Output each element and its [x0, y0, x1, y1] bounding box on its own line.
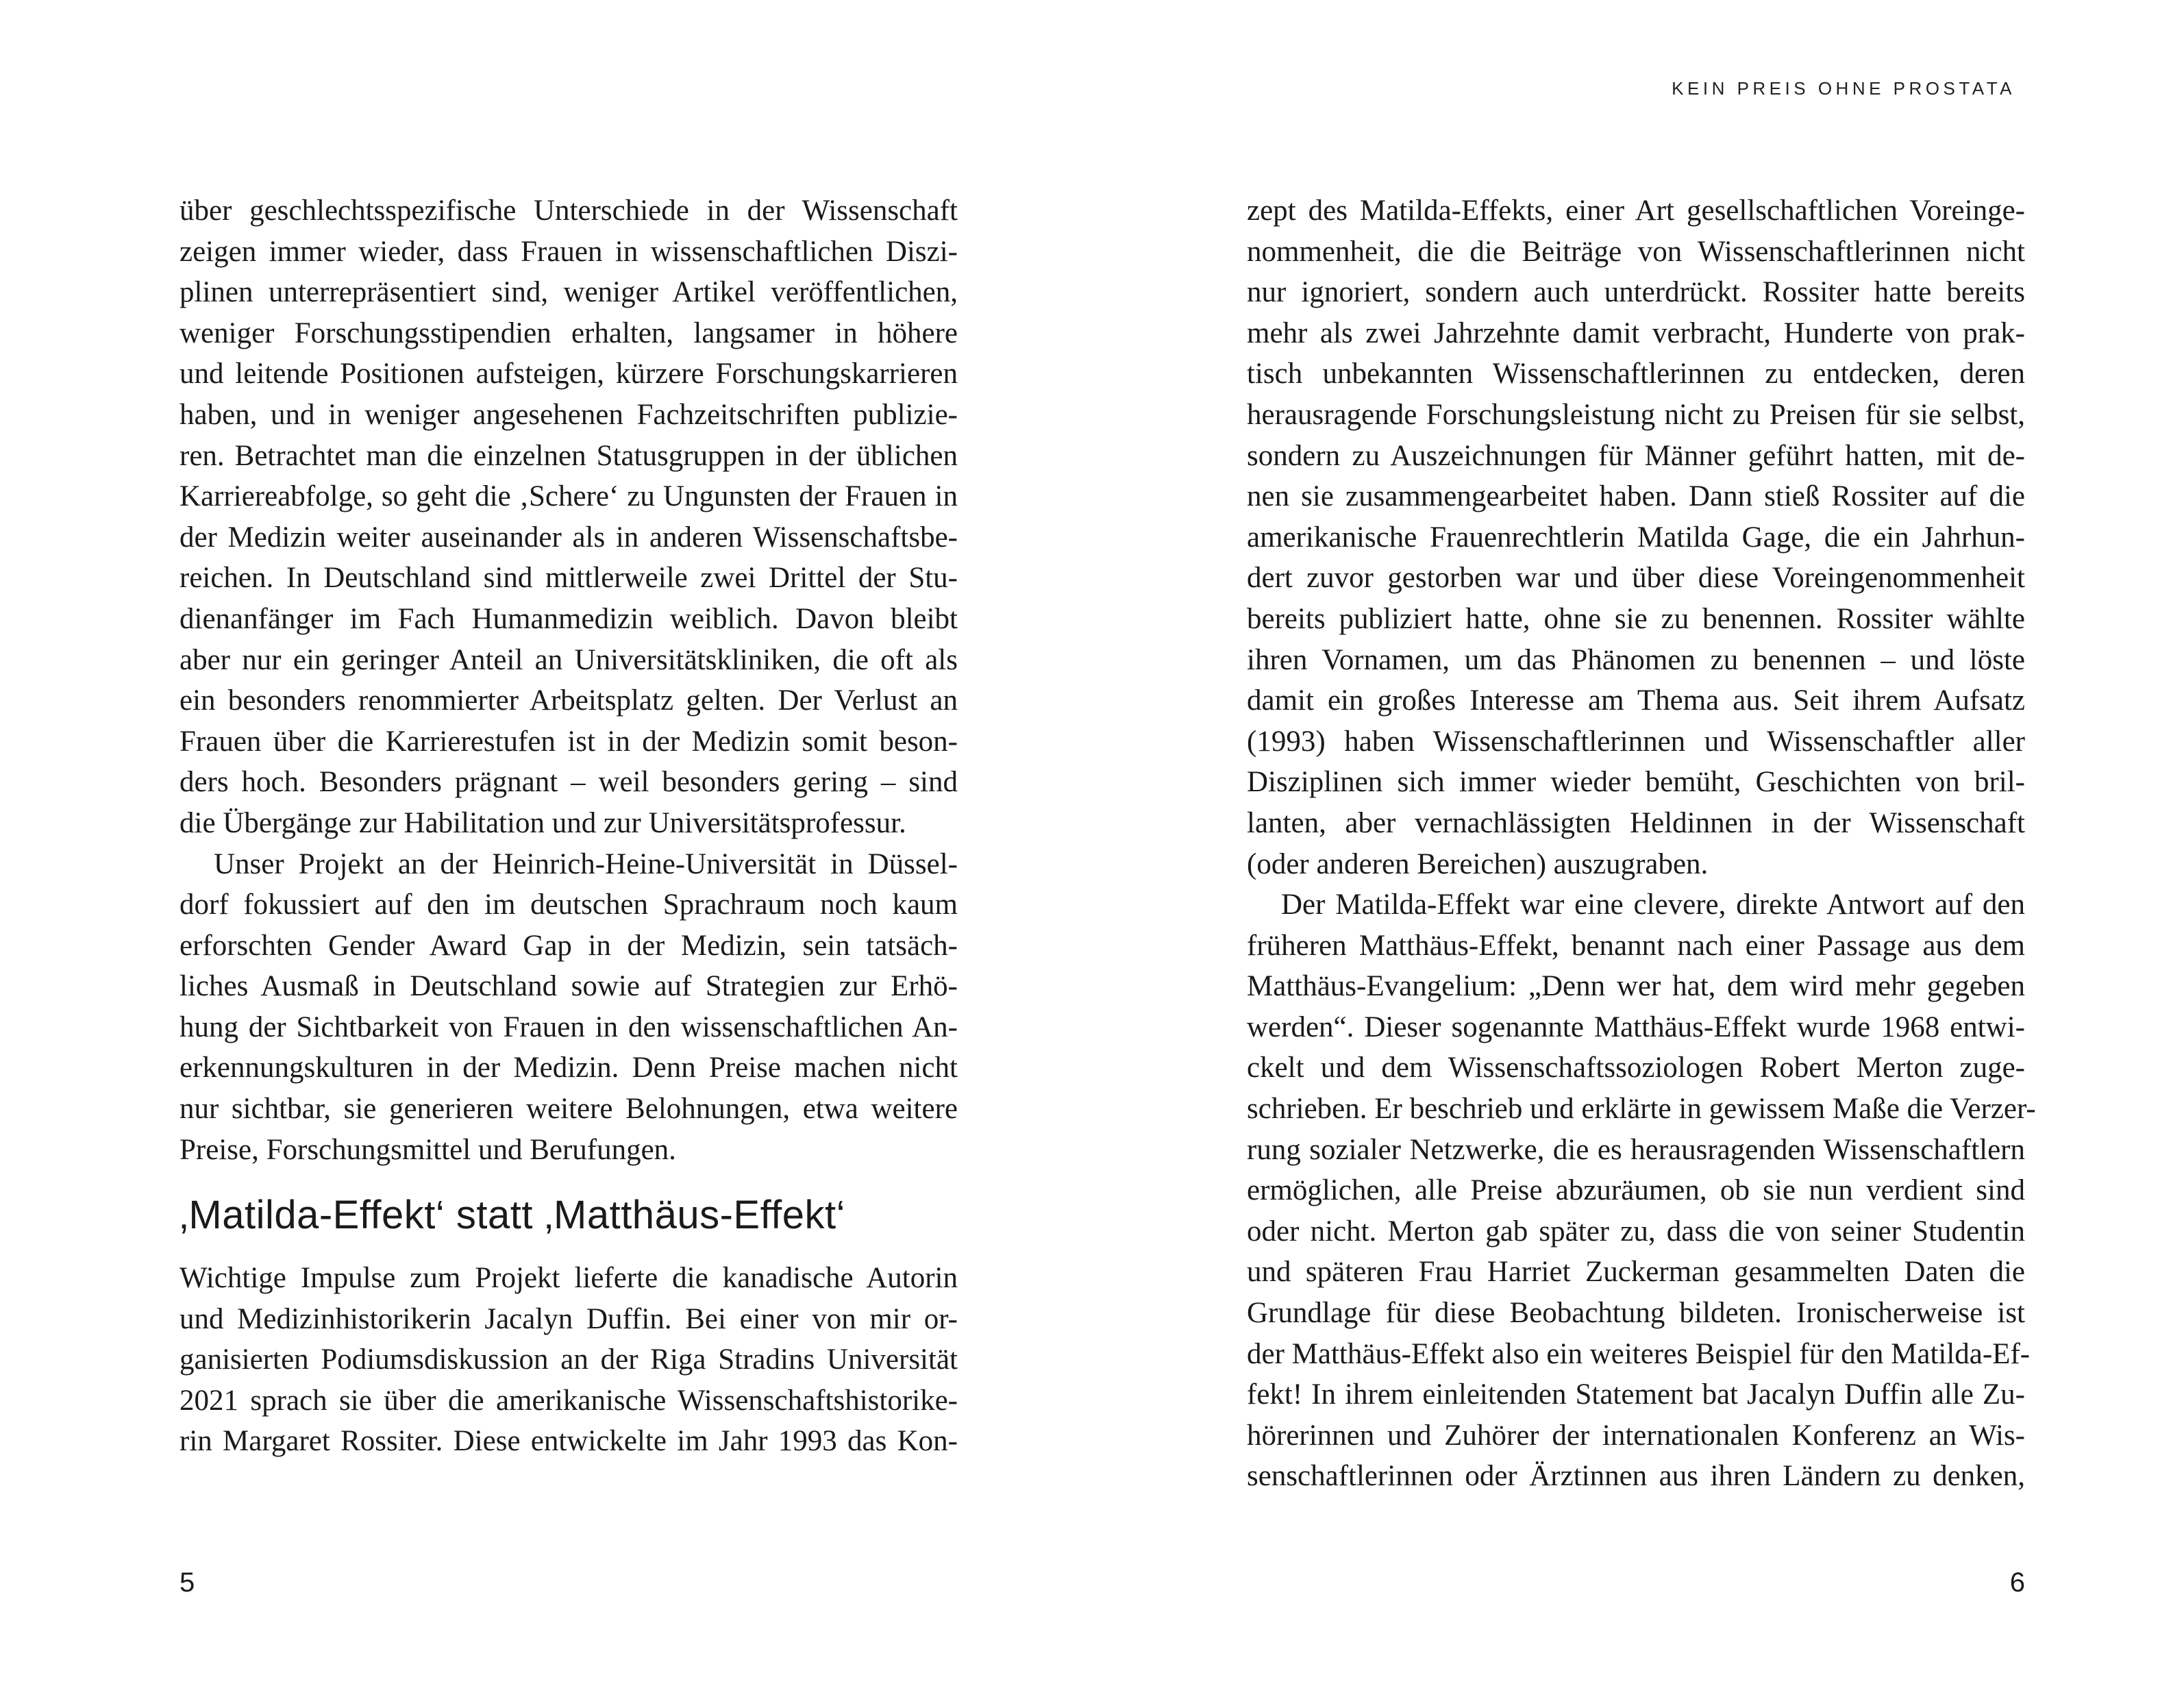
left-text-top [179, 190, 958, 1170]
text-line: amerikanische Frauenrechtlerin Matilda Gage, die ein Jahrhun- [1247, 521, 2025, 554]
section-heading: ‚Matilda-Effekt‘ statt ‚Matthäus-Effekt‘ [179, 1193, 846, 1237]
text-line: sondern zu Auszeichnungen für Männer geführt hatten, mit de- [1247, 439, 2025, 472]
text-line: dorf fokussiert auf den im deutschen Sprachraum noch kaum [179, 889, 958, 921]
text-line: Disziplinen sich immer wieder bemüht, Geschichten von bril- [1247, 766, 2025, 799]
text-line: Der Matilda-Effekt war eine clevere, direkte Antwort auf den [1281, 889, 2025, 921]
text-line: ders hoch. Besonders prägnant – weil besonders gering – sind [179, 766, 958, 799]
paragraph [1247, 884, 2036, 1497]
text-line: ren. Betrachtet man die einzelnen Statusgruppen in der üblichen [179, 439, 958, 472]
text-line: erkennungskulturen in der Medizin. Denn Preise machen nicht [179, 1052, 958, 1084]
text-line: rin Margaret Rossiter. Diese entwickelte im Jahr 1993 das Kon- [179, 1425, 958, 1458]
text-line: rung sozialer Netzwerke, die es herausragenden Wissenschaftlern [1247, 1133, 2025, 1166]
text-line: werden“. Dieser sogenannte Matthäus-Effekt wurde 1968 entwi- [1247, 1010, 2025, 1043]
page-number: 6 [2009, 1567, 2025, 1598]
text-line: ermöglichen, alle Preise abzuräumen, ob sie nun verdient sind [1247, 1174, 2025, 1207]
text-line: ein besonders renommierter Arbeitsplatz gelten. Der Verlust an [179, 684, 958, 717]
text-line: ckelt und dem Wissenschaftssoziologen Robert Merton zuge- [1247, 1052, 2025, 1084]
text-line: (oder anderen Bereichen) auszugraben. [1247, 847, 1709, 880]
text-line: lanten, aber vernachlässigten Heldinnen in der Wissenschaft [1247, 806, 2025, 839]
text-line: der Matthäus-Effekt also ein weiteres Beispiel für den Matilda-Ef- [1247, 1337, 2031, 1370]
text-line: dienanfänger im Fach Humanmedizin weiblich. Davon bleibt [179, 602, 958, 635]
text-line: herausragende Forschungsleistung nicht zu Preisen für sie selbst, [1247, 398, 2025, 431]
paragraph [1247, 190, 2025, 884]
text-line: tisch unbekannten Wissenschaftlerinnen zu entdecken, deren [1247, 358, 2025, 390]
text-line: Frauen über die Karrierestufen ist in der Medizin somit beson- [179, 725, 958, 758]
text-line: damit ein großes Interesse am Thema aus. Seit ihrem Aufsatz [1247, 684, 2025, 717]
text-line: und späteren Frau Harriet Zuckerman gesammelten Daten die [1247, 1256, 2025, 1289]
text-line: bereits publiziert hatte, ohne sie zu benennen. Rossiter wählte [1247, 602, 2025, 635]
text-line: erforschten Gender Award Gap in der Medizin, sein tatsäch- [179, 929, 958, 962]
text-line: hörerinnen und Zuhörer der internationalen Konferenz an Wis- [1247, 1419, 2025, 1452]
text-line: liches Ausmaß in Deutschland sowie auf Strategien zur Erhö- [179, 970, 958, 1003]
text-line: die Übergänge zur Habilitation und zur Universitätsprofessur. [179, 806, 906, 839]
text-line: Grundlage für diese Beobachtung bildeten. Ironischerweise ist [1247, 1297, 2025, 1330]
text-line: und leitende Positionen aufsteigen, kürzere Forschungskarrieren [179, 358, 958, 390]
text-line: weniger Forschungsstipendien erhalten, langsamer in höhere [179, 317, 958, 349]
text-line: fekt! In ihrem einleitenden Statement bat Jacalyn Duffin alle Zu- [1247, 1378, 2025, 1411]
text-line: 2021 sprach sie über die amerikanische Wissenschaftshistorike- [179, 1384, 958, 1417]
text-line: plinen unterrepräsentiert sind, weniger Artikel veröffentlichen, [179, 276, 958, 309]
text-line: nen sie zusammengearbeitet haben. Dann stieß Rossiter auf die [1247, 480, 2025, 513]
paragraph [179, 190, 958, 844]
text-line: oder nicht. Merton gab später zu, dass die von seiner Studentin [1247, 1215, 2025, 1248]
left-text-bottom [179, 1258, 958, 1462]
text-line: haben, und in weniger angesehenen Fachzeitschriften publizie- [179, 398, 958, 431]
text-line: hung der Sichtbarkeit von Frauen in den wissenschaftlichen An- [179, 1010, 958, 1043]
text-line: früheren Matthäus-Effekt, benannt nach einer Passage aus dem [1247, 929, 2025, 962]
text-line: Matthäus-Evangelium: „Denn wer hat, dem wird mehr gegeben [1247, 970, 2025, 1003]
text-line: senschaftlerinnen oder Ärztinnen aus ihren Ländern zu denken, [1247, 1460, 2025, 1493]
text-line: dert zuvor gestorben war und über diese Voreingenommenheit [1247, 562, 2025, 595]
text-line: ihren Vornamen, um das Phänomen zu benennen – und löste [1247, 643, 2025, 676]
text-line: der Medizin weiter auseinander als in anderen Wissenschaftsbe- [179, 521, 958, 554]
text-line: nur sichtbar, sie generieren weitere Belohnungen, etwa weitere [179, 1093, 958, 1126]
text-line: über geschlechtsspezifische Unterschiede in der Wissenschaft [179, 195, 958, 227]
paragraph [179, 1258, 958, 1462]
text-line: zeigen immer wieder, dass Frauen in wissenschaftlichen Diszi- [179, 235, 958, 268]
text-line: aber nur ein geringer Anteil an Universitätskliniken, die oft als [179, 643, 958, 676]
text-line: Wichtige Impulse zum Projekt lieferte die kanadische Autorin [179, 1262, 958, 1294]
text-line: reichen. In Deutschland sind mittlerweile zwei Drittel der Stu- [179, 562, 958, 595]
text-line: zept des Matilda-Effekts, einer Art gesellschaftlichen Voreinge- [1247, 195, 2025, 227]
paragraph [179, 844, 958, 1171]
text-line: nur ignoriert, sondern auch unterdrückt. Rossiter hatte bereits [1247, 276, 2025, 309]
text-line: Unser Projekt an der Heinrich-Heine-Universität in Düssel- [214, 847, 958, 880]
running-head: KEIN PREIS OHNE PROSTATA [1672, 78, 2015, 99]
text-line: ganisierten Podiumsdiskussion an der Riga Stradins Universität [179, 1343, 958, 1376]
text-line: schrieben. Er beschrieb und erklärte in gewissem Maße die Verzer- [1247, 1093, 2036, 1126]
right-page [1092, 0, 2184, 1699]
text-line: und Medizinhistorikerin Jacalyn Duffin. Bei einer von mir or- [179, 1302, 958, 1335]
text-line: mehr als zwei Jahrzehnte damit verbracht, Hunderte von prak- [1247, 317, 2025, 349]
right-text [1247, 190, 2036, 1497]
page-number: 5 [179, 1567, 195, 1598]
text-line: Preise, Forschungsmittel und Berufungen. [179, 1133, 676, 1166]
text-line: Karriereabfolge, so geht die ‚Schere‘ zu Ungunsten der Frauen in [179, 480, 958, 513]
text-line: nommenheit, die die Beiträge von Wissenschaftlerinnen nicht [1247, 235, 2025, 268]
text-line: (1993) haben Wissenschaftlerinnen und Wissenschaftler aller [1247, 725, 2025, 758]
